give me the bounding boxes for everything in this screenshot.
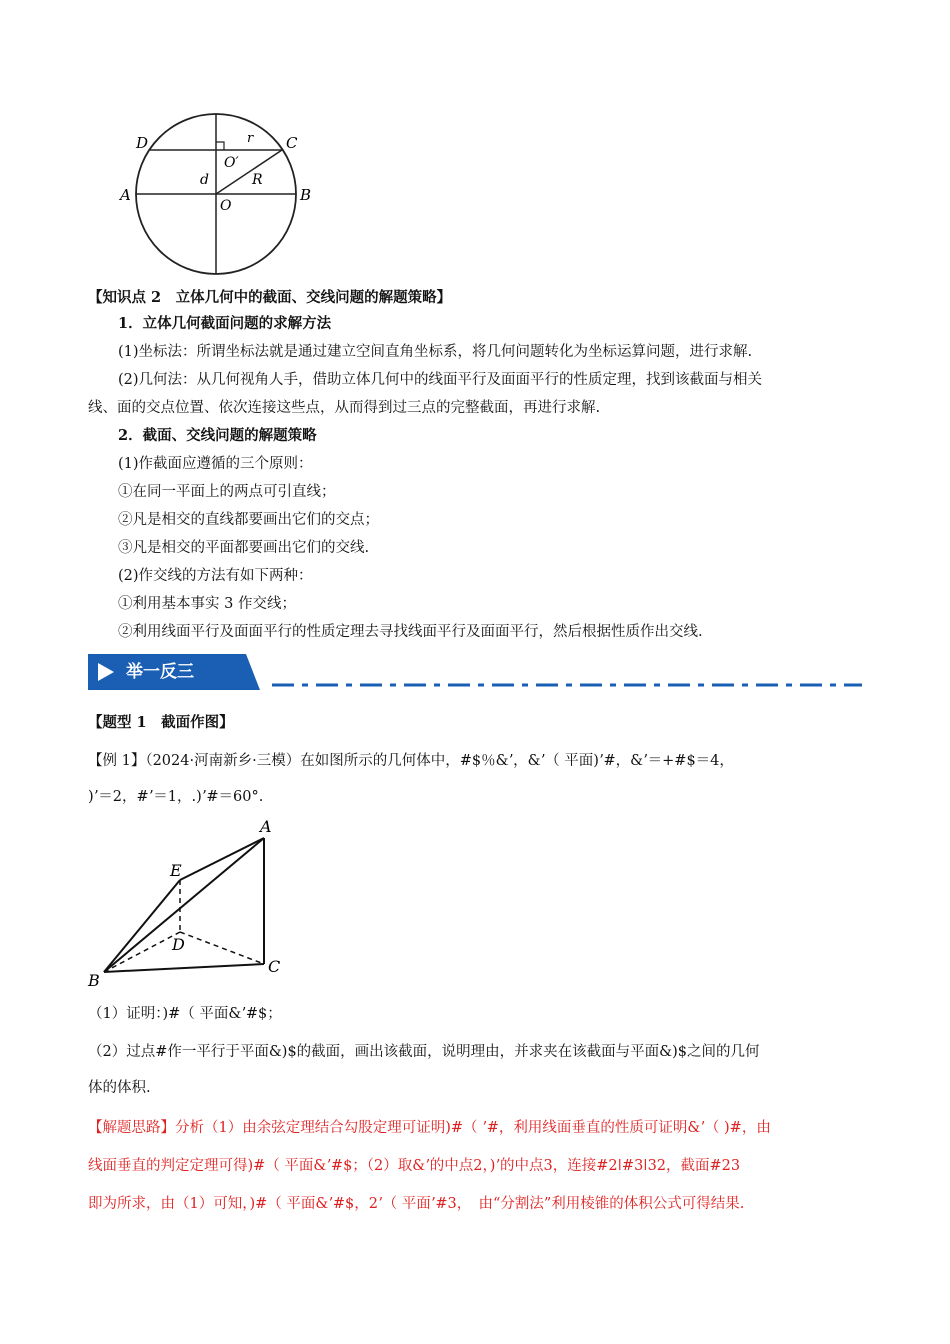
label-O: O — [220, 198, 232, 214]
paragraph-coordinate-method: (1)坐标法：所谓坐标法就是通过建立空间直角坐标系，将几何问题转化为坐标运算问题，进行求解. — [118, 344, 753, 360]
list-item: ②利用线面平行及面面平行的性质定理去寻找线面平行及面面平行，然后根据性质作出交线. — [118, 624, 703, 640]
paragraph-geometric-method-a: (2)几何法：从几何视角人手，借助立体几何中的线面平行及面面平行的性质定理，找到该截面与相关 — [118, 372, 763, 388]
circle-figure — [110, 110, 330, 275]
label-B: B — [88, 971, 100, 990]
section-heading-2: 2．截面、交线问题的解题策略 — [118, 427, 317, 444]
label-A: A — [260, 817, 272, 836]
example-line-2: )ʼ＝2，#ʼ＝1，.)ʼ#＝60°. — [88, 789, 264, 805]
label-B: B — [300, 186, 312, 204]
question-2a: （2）过点#作一平行于平面&)$的截面，画出该截面，说明理由，并求夹在该截面与平面&)$之间的几何 — [88, 1044, 760, 1060]
label-E: E — [170, 861, 182, 880]
type-title: 【题型 1 截面作图】 — [88, 714, 234, 731]
list-item: (2)作交线的方法有如下两种： — [118, 568, 313, 584]
list-item: ③凡是相交的平面都要画出它们的交线. — [118, 540, 370, 556]
list-item: ②凡是相交的直线都要画出它们的交点； — [118, 512, 379, 528]
label-C: C — [268, 957, 281, 976]
list-item: ①利用基本事实 3 作交线； — [118, 596, 296, 612]
solution-line-1: 【解题思路】分析（1）由余弦定理结合勾股定理可证明)#（ ʼ#，利用线面垂直的性质可证明&ʼ（ )#，由 — [88, 1120, 771, 1136]
example-line-1: 【例 1】（2024·河南新乡·三模）在如图所示的几何体中，#$％&ʼ，&ʼ（ 平面)ʼ#，&ʼ＝+#$＝4， — [88, 753, 734, 769]
label-r: r — [247, 131, 254, 146]
section-heading-1: 1．立体几何截面问题的求解方法 — [118, 315, 332, 332]
label-O-prime: O′ — [224, 155, 239, 171]
list-item: (1)作截面应遵循的三个原则： — [118, 456, 313, 472]
label-D: D — [136, 134, 149, 152]
solution-line-2: 线面垂直的判定定理可得)#（ 平面&ʼ#$；（2）取&ʼ的中点2，)ʼ的中点3，连接#2ǀ#3ǀ32，截面#23 — [88, 1158, 741, 1174]
list-item: ①在同一平面上的两点可引直线； — [118, 484, 336, 500]
solution-line-3: 即为所求，由（1）可知，)#（ 平面&ʼ#$，2ʼ（ 平面ʼ#3， 由“分割法”利用棱锥的体积公式可得结果. — [88, 1196, 745, 1212]
label-C: C — [286, 134, 298, 152]
paragraph-geometric-method-b: 线、面的交点位置、依次连接这些点，从而得到过三点的完整截面，再进行求解. — [88, 400, 601, 416]
knowledge-point-title: 【知识点 2 立体几何中的截面、交线问题的解题策略】 — [88, 289, 452, 306]
label-d: d — [200, 172, 209, 188]
label-R: R — [252, 172, 263, 188]
question-2b: 体的体积. — [88, 1080, 151, 1096]
label-A: A — [120, 186, 131, 204]
banner-label: 举一反三 — [126, 662, 194, 682]
dashed-divider — [272, 680, 862, 690]
solid-figure — [84, 814, 294, 994]
label-D: D — [172, 935, 185, 954]
question-1: （1）证明：)#（ 平面&ʼ#$； — [88, 1006, 282, 1022]
